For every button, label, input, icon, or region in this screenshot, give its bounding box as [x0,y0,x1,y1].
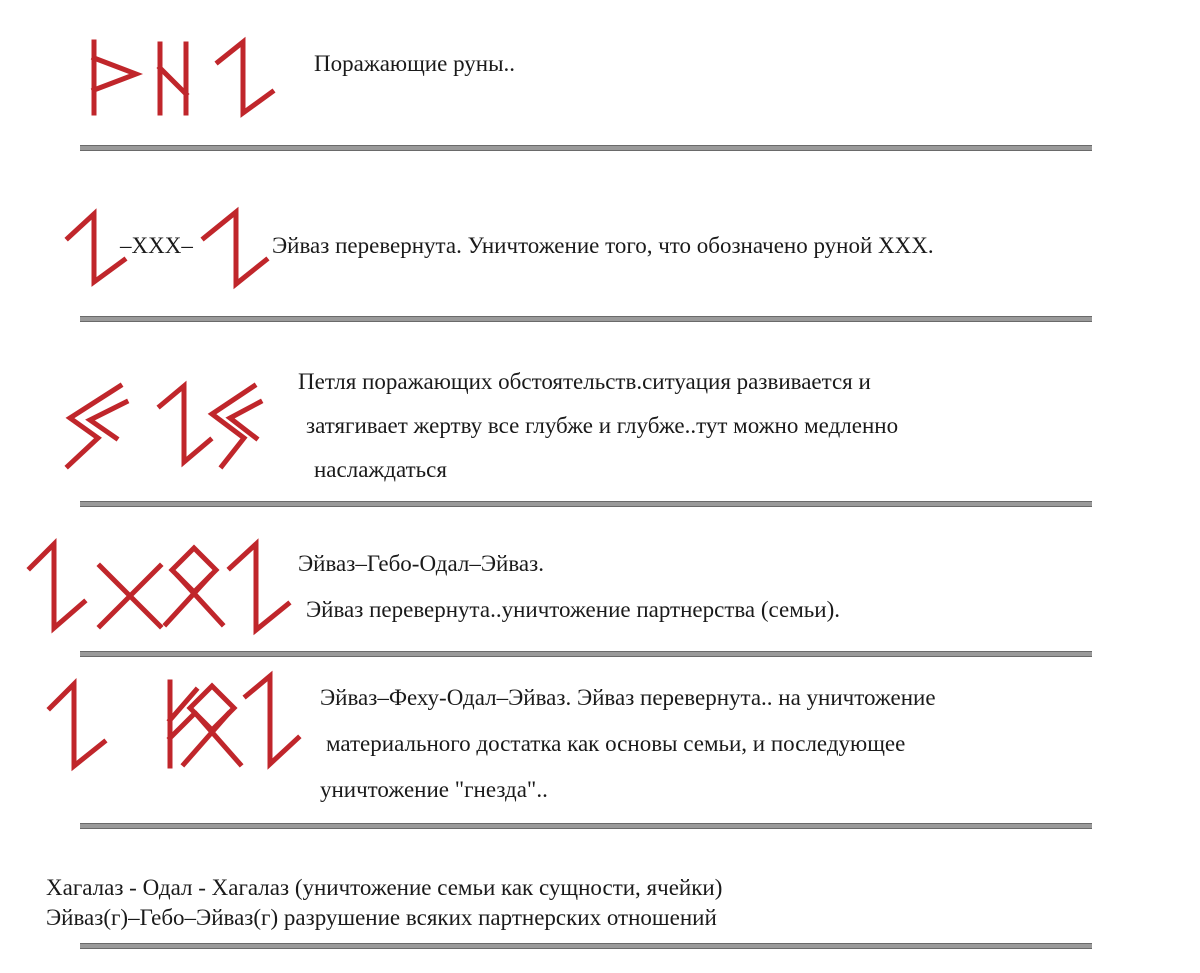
section-6-line-2: Эйваз(г)–Гебо–Эйваз(г) разрушение всяких партнерских отношений [46,905,717,930]
section-3-line-2: затягивает жертву все глубже и глубже..тут можно медленно [306,413,899,438]
section-3-line-1: Петля поражающих обстоятельств.ситуация развивается и [298,369,871,394]
section-5-line-1: Эйваз–Феху-Одал–Эйваз. Эйваз перевернута.. на уничтожение [320,685,936,710]
rune-group-5 [46,672,306,772]
divider-4 [80,651,1092,657]
divider-2 [80,316,1092,322]
naudiz-rune-icon [160,44,186,113]
divider-3 [80,501,1092,507]
rune-group-3 [60,380,280,470]
sowilo-loop-rune-icon [212,386,260,466]
section-3-line-3: наслаждаться [314,457,447,482]
eihwaz-reversed-rune-icon [246,676,298,764]
eihwaz-reversed-rune-icon [50,684,104,766]
eihwaz-reversed-rune-icon [218,42,272,113]
divider-6 [80,943,1092,949]
eihwaz-reversed-rune-icon [204,212,266,284]
eihwaz-reversed-rune-icon [30,544,84,628]
eihwaz-reversed-rune-icon [160,386,210,462]
eihwaz-reversed-rune-icon [230,544,288,630]
eihwaz-reversed-rune-icon [68,214,124,282]
section-2-text: Эйваз перевернута. Уничтожение того, что обозначено руной XXX. [272,233,934,258]
divider-5 [80,823,1092,829]
thurisaz-rune-icon [94,42,136,113]
section-6-line-1: Хагалаз - Одал - Хагалаз (уничтожение семьи как сущности, ячейки) [46,875,723,900]
section-5-line-3: уничтожение "гнезда".. [320,777,548,802]
rune-group-1 [88,40,288,120]
divider-1 [80,145,1092,151]
othala-rune-icon [166,548,222,624]
section-4-line-1: Эйваз–Гебо-Одал–Эйваз. [298,551,544,576]
rune-group-4 [26,538,296,638]
gebo-rune-icon [100,566,160,626]
rune-group-2-right [200,208,270,288]
section-5-line-2: материального достатка как основы семьи, и последующее [326,731,906,756]
sowilo-loop-rune-icon [68,386,126,466]
section-4-line-2: Эйваз перевернута..уничтожение партнерства (семьи). [306,597,841,622]
xxx-placeholder: –XXX– [120,233,193,258]
section-1-text: Поражающие руны.. [314,51,516,76]
